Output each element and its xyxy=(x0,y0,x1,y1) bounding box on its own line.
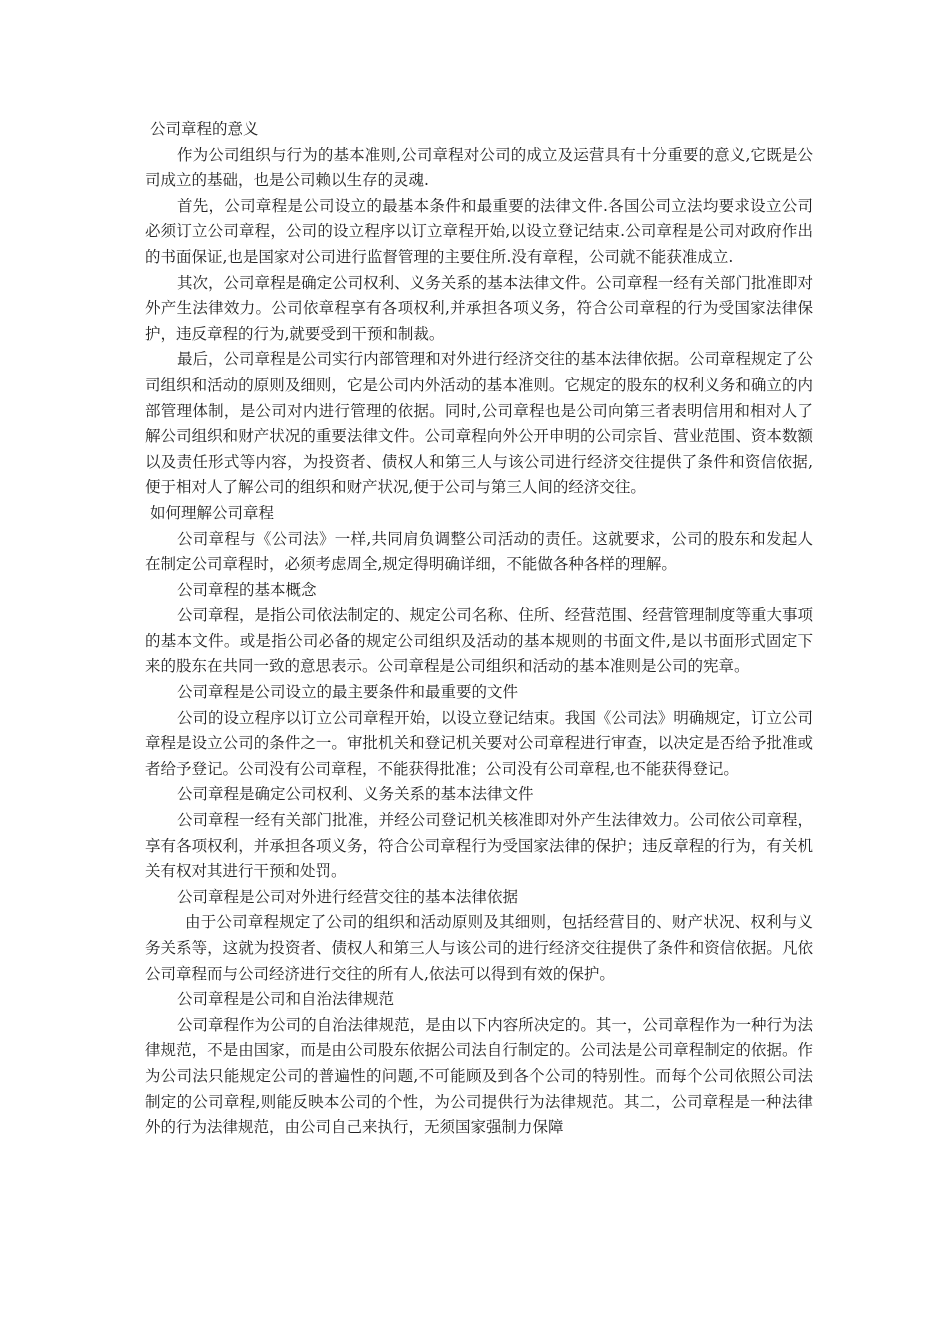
paragraph-significance-intro: 作为公司组织与行为的基本准则,公司章程对公司的成立及运营具有十分重要的意义,它既是公司成立的基础，也是公司赖以生存的灵魂. xyxy=(145,145,813,190)
section-heading-significance: 公司章程的意义 xyxy=(150,120,259,138)
paragraph-autonomous-norm: 公司章程作为公司的自治法律规范，是由以下内容所决定的。其一，公司章程作为一种行为法律规范，不是由国家，而是由公司股东依据公司法自行制定的。公司法是公司章程制定的依据。作为公司法只能规定公司的普遍性的问题,不可能顾及到各个公司的特别性。而每个公司依照公司法制定的公司章程,则能反映本公司的个性，为公司提供行为法律规范。其二，公司章程是一种法律外的行为法律规范，由公司自己来执行，无须国家强制力保障 xyxy=(145,1015,813,1137)
paragraph-establishment-condition: 公司的设立程序以订立公司章程开始，以设立登记结束。我国《公司法》明确规定，订立公司章程是设立公司的条件之一。审批机关和登记机关要对公司章程进行审查，以决定是否给予批准或者给予登记。公司没有公司章程，不能获得批准；公司没有公司章程,也不能获得登记。 xyxy=(145,708,813,778)
paragraph-understanding-intro: 公司章程与《公司法》一样,共同肩负调整公司活动的责任。这就要求，公司的股东和发起人在制定公司章程时，必须考虑周全,规定得明确详细，不能做各种各样的理解。 xyxy=(145,529,813,574)
subheading-establishment-condition: 公司章程是公司设立的最主要条件和最重要的文件 xyxy=(177,683,519,702)
subheading-basic-concept: 公司章程的基本概念 xyxy=(177,580,317,599)
subheading-rights-obligations: 公司章程是确定公司权利、义务关系的基本法律文件 xyxy=(177,785,534,804)
subheading-autonomous-norm: 公司章程是公司和自治法律规范 xyxy=(177,990,395,1009)
paragraph-rights-obligations: 公司章程一经有关部门批准，并经公司登记机关核准即对外产生法律效力。公司依公司章程，享有各项权利，并承担各项义务，符合公司章程行为受国家法律的保护；违反章程的行为，有关机关有权对其进行干预和处罚。 xyxy=(145,811,813,881)
paragraph-significance-last: 最后，公司章程是公司实行内部管理和对外进行经济交往的基本法律依据。公司章程规定了公司组织和活动的原则及细则，它是公司内外活动的基本准则。它规定的股东的权利义务和确立的内部管理体制，是公司对内进行管理的依据。同时,公司章程也是公司向第三者表明信用和相对人了解公司组织和财产状况的重要法律文件。公司章程向外公开申明的公司宗旨、营业范围、资本数额以及责任形式等内容，为投资者、债权人和第三人与该公司进行经济交往提供了条件和资信依据,便于相对人了解公司的组织和财产状况,便于公司与第三人间的经济交往。 xyxy=(145,350,813,497)
paragraph-external-dealings: 由于公司章程规定了公司的组织和活动原则及其细则，包括经营目的、财产状况、权利与义务关系等，这就为投资者、债权人和第三人与该公司的进行经济交往提供了条件和资信依据。凡依公司章程而与公司经济进行交往的所有人,依法可以得到有效的保护。 xyxy=(145,913,813,983)
document-page xyxy=(145,117,813,1141)
subheading-external-dealings: 公司章程是公司对外进行经营交往的基本法律依据 xyxy=(177,887,519,906)
paragraph-significance-first: 首先，公司章程是公司设立的最基本条件和最重要的法律文件.各国公司立法均要求设立公司必须订立公司章程，公司的设立程序以订立章程开始,以设立登记结束.公司章程是公司对政府作出的书面保证,也是国家对公司进行监督管理的主要住所.没有章程，公司就不能获准成立. xyxy=(145,196,813,266)
paragraph-significance-second: 其次，公司章程是确定公司权利、义务关系的基本法律文件。公司章程一经有关部门批准即对外产生法律效力。公司依章程享有各项权利,并承担各项义务，符合公司章程的行为受国家法律保护，违反章程的行为,就要受到干预和制裁。 xyxy=(145,273,813,343)
paragraph-basic-concept: 公司章程，是指公司依法制定的、规定公司名称、住所、经营范围、经营管理制度等重大事项的基本文件。或是指公司必备的规定公司组织及活动的基本规则的书面文件,是以书面形式固定下来的股东在共同一致的意思表示。公司章程是公司组织和活动的基本准则是公司的宪章。 xyxy=(145,606,813,676)
section-heading-understanding: 如何理解公司章程 xyxy=(150,503,275,522)
